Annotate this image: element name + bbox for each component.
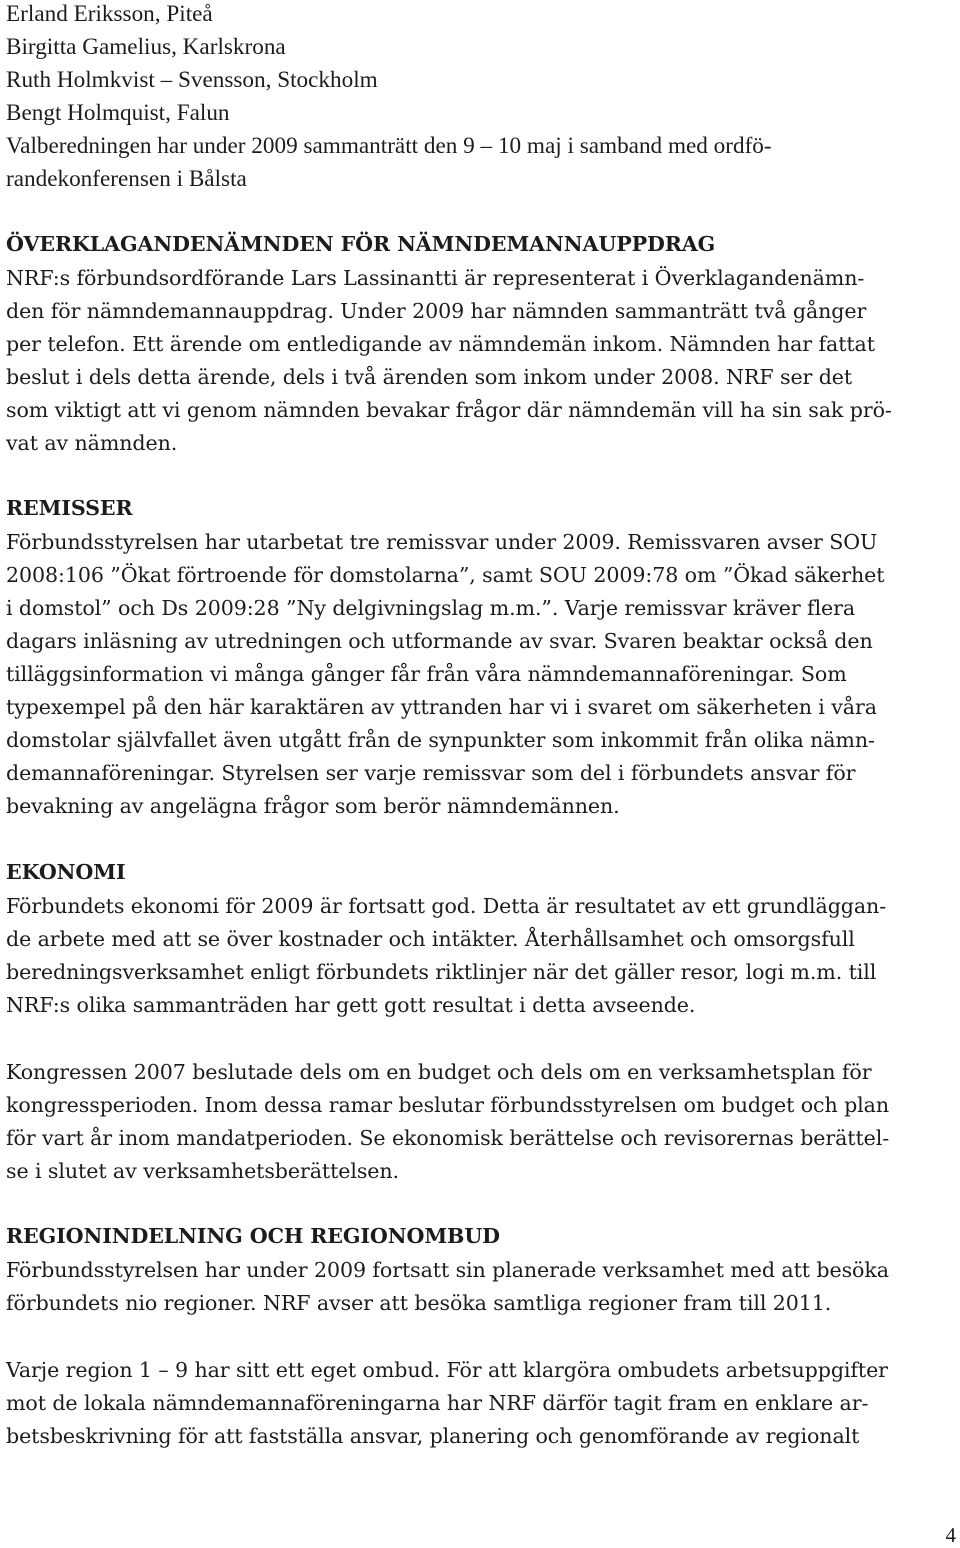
paragraph-line: 2008:106 ”Ökat förtroende för domstolarna”, samt SOU 2009:78 om ”Ökad säkerhet	[6, 563, 885, 587]
section-heading-overklagandenamnden: ÖVERKLAGANDENÄMNDEN FÖR NÄMNDEMANNAUPPDRAG	[6, 232, 716, 256]
section-heading-remisser: REMISSER	[6, 496, 133, 520]
member-line: Bengt Holmquist, Falun	[6, 100, 230, 126]
paragraph-line: dagars inläsning av utredningen och utformande av svar. Svaren beaktar också den	[6, 629, 873, 653]
paragraph-line: de arbete med att se över kostnader och intäkter. Återhållsamhet och omsorgsfull	[6, 927, 855, 951]
paragraph-line: se i slutet av verksamhetsberättelsen.	[6, 1159, 399, 1183]
paragraph-line: Varje region 1 – 9 har sitt ett eget ombud. För att klargöra ombudets arbetsuppgifter	[6, 1358, 888, 1382]
paragraph-line: den för nämndemannauppdrag. Under 2009 har nämnden sammanträtt två gånger	[6, 299, 867, 323]
paragraph-line: demannaföreningar. Styrelsen ser varje remissvar som del i förbundets ansvar för	[6, 761, 856, 785]
member-line: Birgitta Gamelius, Karlskrona	[6, 34, 286, 60]
paragraph-line: i domstol” och Ds 2009:28 ”Ny delgivningslag m.m.”. Varje remissvar kräver flera	[6, 596, 856, 620]
intro-text-line: randekonferensen i Bålsta	[6, 166, 247, 192]
paragraph-line: per telefon. Ett ärende om entledigande av nämndemän inkom. Nämnden har fattat	[6, 332, 875, 356]
page-number: 4	[945, 1523, 956, 1547]
paragraph-line: NRF:s förbundsordförande Lars Lassinantti är representerat i Överklagandenämn-	[6, 266, 865, 290]
paragraph-line: beslut i dels detta ärende, dels i två ärenden som inkom under 2008. NRF ser det	[6, 365, 853, 389]
paragraph-line: betsbeskrivning för att fastställa ansvar, planering och genomförande av regionalt	[6, 1424, 860, 1448]
paragraph-line: Förbundsstyrelsen har under 2009 fortsatt sin planerade verksamhet med att besöka	[6, 1258, 889, 1282]
intro-text-line: Valberedningen har under 2009 sammanträtt den 9 – 10 maj i samband med ordfö-	[6, 133, 772, 159]
section-heading-ekonomi: EKONOMI	[6, 860, 126, 884]
paragraph-line: Förbundets ekonomi för 2009 är fortsatt god. Detta är resultatet av ett grundläggan-	[6, 894, 887, 918]
paragraph-line: NRF:s olika sammanträden har gett gott resultat i detta avseende.	[6, 993, 696, 1017]
paragraph-line: beredningsverksamhet enligt förbundets riktlinjer när det gäller resor, logi m.m. till	[6, 960, 877, 984]
paragraph-line: tilläggsinformation vi många gånger får från våra nämndemannaföreningar. Som	[6, 662, 847, 686]
paragraph-line: bevakning av angelägna frågor som berör nämndemännen.	[6, 794, 620, 818]
paragraph-line: Förbundsstyrelsen har utarbetat tre remissvar under 2009. Remissvaren avser SOU	[6, 530, 878, 554]
section-heading-regionindelning: REGIONINDELNING OCH REGIONOMBUD	[6, 1224, 500, 1248]
paragraph-line: Kongressen 2007 beslutade dels om en budget och dels om en verksamhetsplan för	[6, 1060, 872, 1084]
paragraph-line: för vart år inom mandatperioden. Se ekonomisk berättelse och revisorernas berättel-	[6, 1126, 890, 1150]
paragraph-line: som viktigt att vi genom nämnden bevakar frågor där nämndemän vill ha sin sak prö-	[6, 398, 892, 422]
paragraph-line: vat av nämnden.	[6, 431, 178, 455]
paragraph-line: mot de lokala nämndemannaföreningarna har NRF därför tagit fram en enklare ar-	[6, 1391, 869, 1415]
member-line: Ruth Holmkvist – Svensson, Stockholm	[6, 67, 378, 93]
member-line: Erland Eriksson, Piteå	[6, 1, 213, 27]
paragraph-line: domstolar självfallet även utgått från de synpunkter som inkommit från olika nämn-	[6, 728, 875, 752]
paragraph-line: typexempel på den här karaktären av yttranden har vi i svaret om säkerheten i våra	[6, 695, 877, 719]
paragraph-line: kongressperioden. Inom dessa ramar beslutar förbundsstyrelsen om budget och plan	[6, 1093, 890, 1117]
paragraph-line: förbundets nio regioner. NRF avser att besöka samtliga regioner fram till 2011.	[6, 1291, 832, 1315]
